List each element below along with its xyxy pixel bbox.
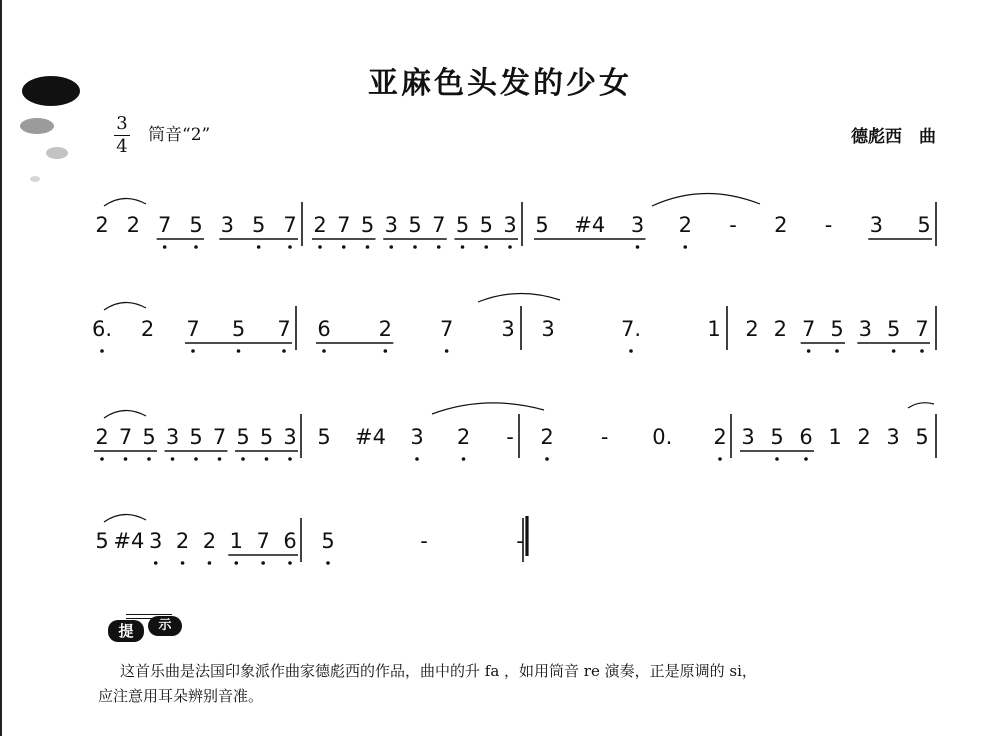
score-note: 2 xyxy=(378,317,393,341)
octave-dot xyxy=(237,349,241,353)
octave-dot xyxy=(920,349,924,353)
score-note: 7 xyxy=(337,213,351,237)
octave-dot xyxy=(218,457,222,461)
score-note: 1 xyxy=(707,317,721,341)
score-note: 5 xyxy=(189,213,203,237)
score-note: 2 xyxy=(678,213,692,237)
octave-dot xyxy=(322,349,326,353)
octave-dot xyxy=(415,457,419,461)
score-note: - xyxy=(420,529,428,553)
octave-dot xyxy=(100,349,104,353)
score-note: 3 xyxy=(220,213,235,237)
score-note: 1 xyxy=(828,425,842,449)
score-note: 5 xyxy=(236,425,250,449)
octave-dot xyxy=(835,349,839,353)
octave-dot xyxy=(718,457,722,461)
score-note: 2 xyxy=(95,425,109,449)
score-note: 6 xyxy=(799,425,813,449)
octave-dot xyxy=(461,245,465,249)
octave-dot xyxy=(191,349,195,353)
score-note: 5 xyxy=(321,529,335,553)
octave-dot xyxy=(508,245,512,249)
octave-dot xyxy=(484,245,488,249)
slur xyxy=(478,293,560,302)
slur xyxy=(652,193,760,206)
octave-dot xyxy=(124,457,128,461)
octave-dot xyxy=(545,457,549,461)
octave-dot xyxy=(171,457,175,461)
score-note: 1 xyxy=(229,529,243,553)
score-note: - xyxy=(600,425,609,449)
score-note: 7 xyxy=(432,213,446,237)
score-note: 7. xyxy=(620,317,642,341)
octave-dot xyxy=(804,457,808,461)
octave-dot xyxy=(413,245,417,249)
score-note: 5 xyxy=(408,213,422,237)
score-note: #4 xyxy=(113,529,145,553)
score-note: 5 xyxy=(479,213,493,237)
score-note: #4 xyxy=(574,213,606,237)
score-note: 7 xyxy=(256,529,270,553)
score-note: 5 xyxy=(189,425,203,449)
octave-dot xyxy=(208,561,212,565)
score-note: 3 xyxy=(410,425,424,449)
score-note: 7 xyxy=(439,317,454,341)
score-note: - xyxy=(506,425,514,449)
octave-dot xyxy=(100,457,104,461)
score-note: 2 xyxy=(773,317,788,341)
octave-dot xyxy=(629,349,633,353)
score-note: 7 xyxy=(118,425,133,449)
score-note: 5 xyxy=(95,529,109,553)
score-note: 7 xyxy=(157,213,172,237)
score-note: 3 xyxy=(741,425,755,449)
score-note: 7 xyxy=(283,213,297,237)
octave-dot xyxy=(241,457,245,461)
time-signature-bottom: 4 xyxy=(116,136,128,157)
score-note: 5 xyxy=(142,425,156,449)
slur xyxy=(104,410,146,418)
score-note: 6 xyxy=(283,529,297,553)
score-note: 2 xyxy=(774,213,788,237)
score-note: 6 xyxy=(317,317,331,341)
octave-dot xyxy=(445,349,449,353)
score-note: - xyxy=(516,529,524,553)
octave-dot xyxy=(234,561,238,565)
score-note: 2 xyxy=(175,529,190,553)
performance-note xyxy=(98,659,960,709)
score-note: 5 xyxy=(830,317,844,341)
score-note: 5 xyxy=(259,425,274,449)
score-note: 3 xyxy=(501,317,515,341)
octave-dot xyxy=(147,457,151,461)
score-note: 5 xyxy=(535,213,549,237)
score-note: 5 xyxy=(231,317,246,341)
score-note: 5 xyxy=(251,213,266,237)
note-line-2: 应注意用耳朵辨别音准。 xyxy=(98,687,264,705)
octave-dot xyxy=(181,561,185,565)
score-note: 3 xyxy=(503,213,517,237)
score-note: 7 xyxy=(801,317,816,341)
key-indication: 筒音“2” xyxy=(148,125,211,145)
octave-dot xyxy=(366,245,370,249)
tip-badge xyxy=(108,614,204,644)
octave-dot xyxy=(775,457,779,461)
score-note: 5 xyxy=(317,425,331,449)
octave-dot xyxy=(326,561,330,565)
score-note: 3 xyxy=(149,529,163,553)
octave-dot xyxy=(194,245,198,249)
score-note: 2 xyxy=(745,317,759,341)
score-note: 5 xyxy=(886,317,901,341)
score-note: #4 xyxy=(355,425,386,449)
octave-dot xyxy=(288,245,292,249)
slur xyxy=(104,302,146,310)
octave-dot xyxy=(342,245,346,249)
slur xyxy=(104,514,146,522)
slur xyxy=(908,403,934,408)
composer-credit: 德彪西 曲 xyxy=(851,127,936,147)
octave-dot xyxy=(265,457,269,461)
tip-label-1: 提 xyxy=(108,620,144,642)
score-note: 5 xyxy=(915,425,929,449)
octave-dot xyxy=(683,245,687,249)
octave-dot xyxy=(261,561,265,565)
score-note: 3 xyxy=(541,317,555,341)
score-note: 6. xyxy=(91,317,113,341)
time-signature-top: 3 xyxy=(116,113,128,134)
octave-dot xyxy=(282,349,286,353)
octave-dot xyxy=(437,245,441,249)
octave-dot xyxy=(288,457,292,461)
score-note: - xyxy=(824,213,833,237)
note-line-1: 这首乐曲是法国印象派作曲家德彪西的作品，曲中的升 fa ，如用筒音 re 演奏，正是原调的 si， xyxy=(120,662,757,680)
song-title: 亚麻色头发的少女 xyxy=(368,66,632,101)
score-note: 7 xyxy=(915,317,929,341)
octave-dot xyxy=(389,245,393,249)
score-note: 0. xyxy=(652,425,673,449)
score-note: 2 xyxy=(857,425,871,449)
score-note: 5 xyxy=(770,425,784,449)
score-note: 2 xyxy=(95,213,109,237)
octave-dot xyxy=(154,561,158,565)
octave-dot xyxy=(892,349,896,353)
octave-dot xyxy=(257,245,261,249)
score-note: 3 xyxy=(886,425,900,449)
octave-dot xyxy=(318,245,322,249)
score-note: 2 xyxy=(713,425,727,449)
octave-dot xyxy=(194,457,198,461)
tip-label-2: 示 xyxy=(148,616,182,636)
score-note: - xyxy=(729,213,737,237)
score-note: 7 xyxy=(186,317,200,341)
score-note: 3 xyxy=(165,425,180,449)
octave-dot xyxy=(384,349,388,353)
slur xyxy=(104,198,146,206)
slur xyxy=(432,403,544,414)
score-note: 3 xyxy=(283,425,297,449)
score-note: 5 xyxy=(455,213,470,237)
octave-dot xyxy=(807,349,811,353)
score-note: 2 xyxy=(456,425,471,449)
score-note: 5 xyxy=(917,213,931,237)
score-note: 2 xyxy=(313,213,327,237)
score-note: 2 xyxy=(126,213,141,237)
score-note: 2 xyxy=(202,529,217,553)
score-note: 2 xyxy=(140,317,155,341)
octave-dot xyxy=(462,457,466,461)
score-note: 3 xyxy=(384,213,398,237)
octave-dot xyxy=(163,245,167,249)
octave-dot xyxy=(636,245,640,249)
score-note: 5 xyxy=(360,213,375,237)
score-note: 2 xyxy=(540,425,554,449)
octave-dot xyxy=(288,561,292,565)
score-note: 3 xyxy=(630,213,645,237)
score-note: 7 xyxy=(212,425,227,449)
score-note: 7 xyxy=(277,317,291,341)
score-note: 3 xyxy=(869,213,883,237)
score-note: 3 xyxy=(858,317,873,341)
